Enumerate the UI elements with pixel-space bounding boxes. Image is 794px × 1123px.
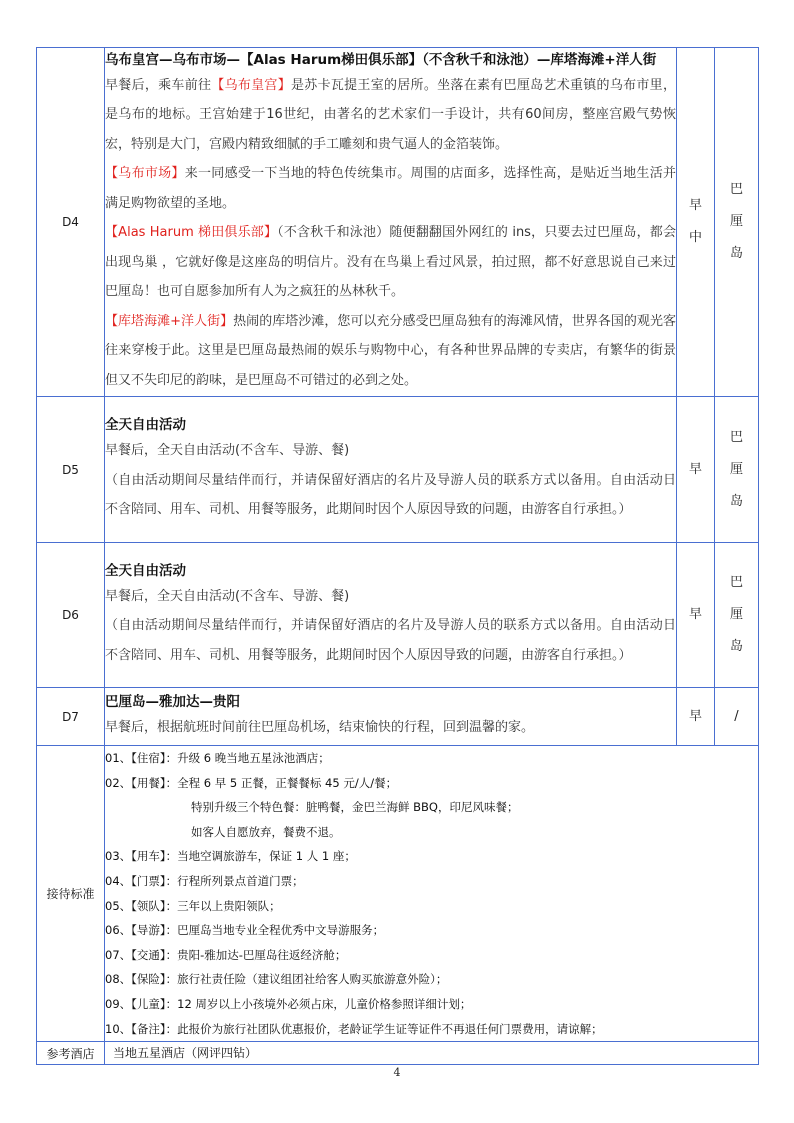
day-title: 全天自由活动 xyxy=(105,562,186,579)
hotel-ref-cell xyxy=(105,1042,759,1065)
standards-content xyxy=(105,746,759,1042)
day-paragraph xyxy=(105,713,676,743)
day-paragraph xyxy=(105,436,676,466)
paragraph-text: 是苏卡瓦提王室的居所。坐落在素有巴厘岛艺术重镇的乌布市里，是乌布的地标。王宫始建于16世纪，由著名的艺术家们一手设计，共有60间房，整座宫殿气势恢宏，特别是大门，宫殿内精致细腻的手工雕刻和贵气逼人的金箔装饰。 xyxy=(105,77,676,152)
highlight-place: 【Alas Harum 梯田俱乐部】 xyxy=(105,225,278,241)
paragraph-text: （不含秋千和泳池）随便翻翻国外网红的 ins，只要去过巴厘岛，都会出现鸟巢 ，它就好像是这座岛的明信片。没有在鸟巢上看过风景，拍过照，都不好意思说自己来过巴厘岛！也可自愿参加所有人为之疯狂的丛林秋千。 xyxy=(105,225,676,300)
meal-cell xyxy=(677,688,715,746)
standard-item: 03、【用车】：当地空调旅游车，保证 1 人 1 座； xyxy=(105,849,356,864)
standard-item: 04、【门票】：行程所列景点首道门票； xyxy=(105,873,304,888)
hotel-ref-label: 参考酒店 xyxy=(37,1042,105,1065)
itinerary-table xyxy=(36,47,759,1065)
standard-item: 如客人自愿放弃，餐费不退。 xyxy=(191,824,341,839)
day-content xyxy=(105,397,677,543)
meal-cell xyxy=(677,543,715,688)
hotel-char: 厘 xyxy=(729,461,743,477)
paragraph-text: 热闹的库塔沙滩，您可以充分感受巴厘岛独有的海滩风情，世界各国的观光客往来穿梭于此。这里是巴厘岛最热闹的娱乐与购物中心，有各种世界品牌的专卖店，有繁华的街景但又不失印尼的韵味，是巴厘岛不可错过的必到之处。 xyxy=(105,313,676,388)
day-label: D4 xyxy=(37,48,105,397)
paragraph-text: 早餐后，全天自由活动(不含车、导游、餐) xyxy=(105,443,350,459)
meal-cell xyxy=(677,48,715,397)
day-row xyxy=(37,543,759,688)
day-paragraph xyxy=(105,218,676,307)
page-number: 4 xyxy=(393,1066,401,1079)
hotel-char: 岛 xyxy=(729,493,743,509)
highlight-place: 【库塔海滩+洋人街】 xyxy=(105,313,234,329)
standard-item: 特别升级三个特色餐：脏鸭餐，金巴兰海鲜 BBQ，印尼风味餐； xyxy=(191,800,519,815)
hotel-char: / xyxy=(734,708,739,724)
standard-item: 07、【交通】：贵阳-雅加达-巴厘岛往返经济舱； xyxy=(105,947,347,962)
meal-char: 早 xyxy=(688,461,702,477)
day-label: D7 xyxy=(37,688,105,746)
paragraph-text: 早餐后，全天自由活动(不含车、导游、餐) xyxy=(105,588,350,604)
standards-row xyxy=(37,746,759,1042)
day-label: D5 xyxy=(37,397,105,543)
standard-item: 09、【儿童】：12 周岁以上小孩境外必须占床，儿童价格参照详细计划； xyxy=(105,996,472,1011)
hotel-cell xyxy=(715,48,759,397)
day-paragraph xyxy=(105,159,676,218)
hotel-ref-row xyxy=(37,1042,759,1065)
hotel-char: 岛 xyxy=(729,639,743,654)
highlight-place: 【乌布市场】 xyxy=(105,166,185,182)
day-paragraph xyxy=(105,582,676,612)
day-content xyxy=(105,48,677,397)
paragraph-text: 早餐后，根据航班时间前往巴厘岛机场，结束愉快的行程，回到温馨的家。 xyxy=(105,719,535,735)
paragraph-text: （自由活动期间尽量结伴而行，并请保留好酒店的名片及导游人员的联系方式以备用。自由活动日不含陪同、用车、司机、用餐等服务，此期间时因个人原因导致的问题，由游客自行承担。） xyxy=(105,618,676,663)
meal-char: 早 xyxy=(688,708,702,724)
day-title: 乌布皇宫—乌布市场—【Alas Harum梯田俱乐部】（不含秋千和泳池）—库塔海滩+洋人街 xyxy=(105,51,657,68)
meal-char: 早 xyxy=(688,607,702,622)
hotel-cell xyxy=(715,543,759,688)
standard-item: 06、【导游】：巴厘岛当地专业全程优秀中文导游服务； xyxy=(105,923,385,938)
day-paragraph xyxy=(105,466,676,525)
standard-item: 05、【领队】：三年以上贵阳领队； xyxy=(105,898,281,913)
day-title: 全天自由活动 xyxy=(105,417,186,434)
day-content xyxy=(105,688,677,746)
hotel-char: 巴 xyxy=(729,182,743,197)
paragraph-text: 来一同感受一下当地的特色传统集市。周围的店面多，选择性高，是贴近当地生活并满足购物欲望的圣地。 xyxy=(105,166,676,211)
day-row xyxy=(37,688,759,746)
standard-item: 08、【保险】：旅行社责任险（建议组团社给客人购买旅游意外险）； xyxy=(105,972,448,987)
day-row xyxy=(37,397,759,543)
day-content xyxy=(105,543,677,688)
hotel-char: 厘 xyxy=(729,607,743,622)
day-label: D6 xyxy=(37,543,105,688)
hotel-char: 巴 xyxy=(729,575,743,590)
hotel-char: 岛 xyxy=(729,246,743,261)
standard-item: 01、【住宿】：升级 6 晚当地五星泳池酒店； xyxy=(105,751,330,765)
hotel-cell xyxy=(715,688,759,746)
hotel-char: 厘 xyxy=(729,214,743,229)
hotel-ref-text: 当地五星酒店（网评四钻） xyxy=(113,1046,258,1061)
highlight-place: 【乌布皇宫】 xyxy=(211,77,291,93)
standard-item: 10、【备注】：此报价为旅行社团队优惠报价，老龄证学生证等证件不再退任何门票费用，请谅解； xyxy=(105,1021,603,1036)
standards-label: 接待标准 xyxy=(37,746,105,1042)
meal-char: 早 xyxy=(688,198,702,213)
standard-item: 02、【用餐】：全程 6 早 5 正餐，正餐餐标 45 元/人/餐； xyxy=(105,775,398,790)
paragraph-text: 早餐后，乘车前往 xyxy=(105,77,212,93)
meal-cell xyxy=(677,397,715,543)
meal-char: 中 xyxy=(688,230,702,245)
day-paragraph xyxy=(105,307,676,396)
hotel-cell xyxy=(715,397,759,543)
day-title: 巴厘岛—雅加达—贵阳 xyxy=(105,693,240,710)
day-paragraph xyxy=(105,71,676,160)
day-row xyxy=(37,48,759,397)
day-paragraph xyxy=(105,611,676,670)
paragraph-text: （自由活动期间尽量结伴而行，并请保留好酒店的名片及导游人员的联系方式以备用。自由活动日不含陪同、用车、司机、用餐等服务，此期间时因个人原因导致的问题，由游客自行承担。） xyxy=(105,472,676,518)
hotel-char: 巴 xyxy=(729,429,743,445)
